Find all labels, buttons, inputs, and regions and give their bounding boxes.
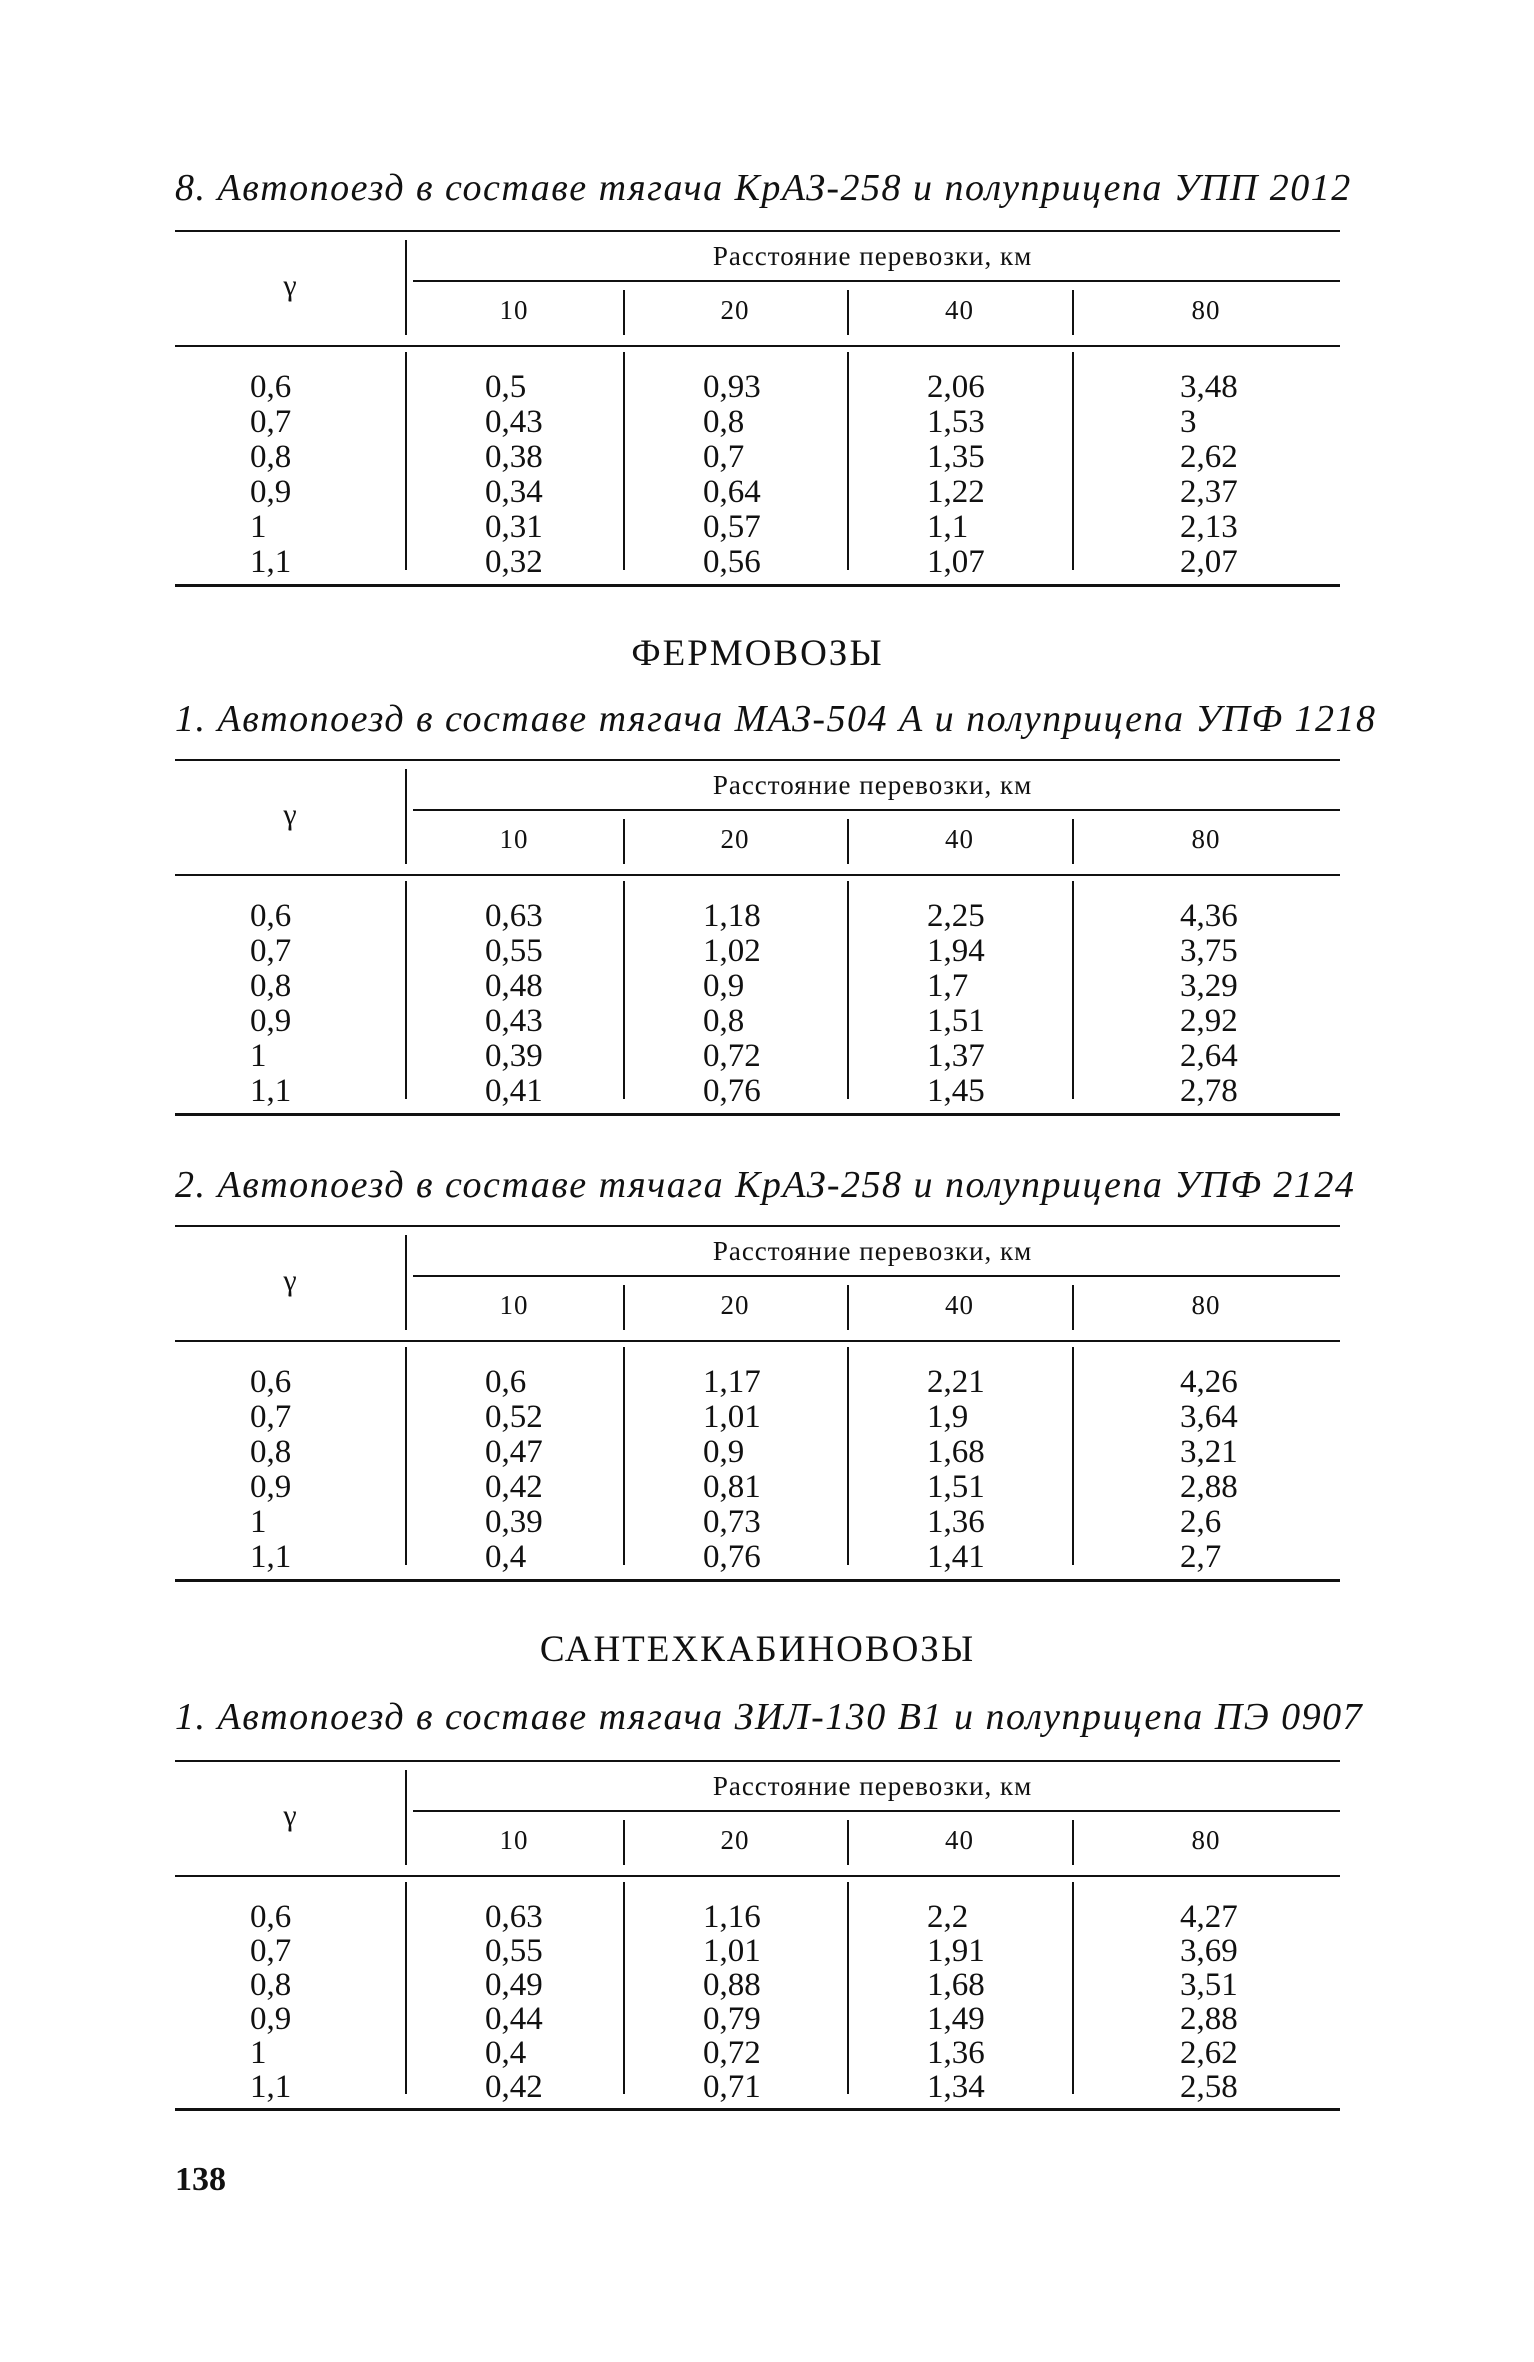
table-cell: 2,2 — [927, 1899, 969, 1935]
distance-column-header: 20 — [720, 1290, 750, 1320]
table-cell: 0,73 — [703, 1504, 761, 1540]
section-heading: САНТЕХКАБИНОВОЗЫ — [539, 1629, 976, 1670]
gamma-value: 1 — [250, 1504, 267, 1540]
table-top-rule — [175, 1225, 1340, 1227]
table-cell: 1,22 — [927, 474, 985, 510]
gamma-value: 0,6 — [250, 1364, 292, 1400]
column-divider — [1072, 352, 1074, 570]
table-cell: 1,49 — [927, 2001, 985, 2037]
table-cell: 0,43 — [485, 404, 543, 440]
distance-header: Расстояние перевозки, км — [712, 1771, 1033, 1801]
gamma-value: 0,8 — [250, 439, 292, 475]
table-cell: 1,16 — [703, 1899, 761, 1935]
column-divider — [623, 1882, 625, 2094]
table-cell: 2,62 — [1180, 439, 1238, 475]
table-cell: 0,72 — [703, 1038, 761, 1074]
gamma-column — [250, 1900, 291, 2104]
table-cell: 0,72 — [703, 2035, 761, 2071]
distance-column-header: 10 — [499, 1290, 529, 1320]
table-cell: 2,7 — [1180, 1539, 1222, 1575]
table-top-rule — [175, 759, 1340, 761]
table-cell: 0,57 — [703, 509, 761, 545]
table-caption: 1. Автопоезд в составе тягача МАЗ-504 А и полуприцепа УПФ 1218 — [175, 698, 1377, 740]
table-cell: 1,51 — [927, 1003, 985, 1039]
column-divider — [405, 881, 407, 1099]
table-cell: 1,91 — [927, 1933, 985, 1969]
table-cell: 0,42 — [485, 1469, 543, 1505]
table-cell: 1,01 — [703, 1399, 761, 1435]
value-column — [485, 1365, 543, 1575]
gamma-value: 1 — [250, 1038, 267, 1074]
gamma-value: 0,9 — [250, 2001, 292, 2037]
header-divider — [413, 1275, 1340, 1277]
data-table — [175, 759, 1340, 1115]
table-cell: 1,53 — [927, 404, 985, 440]
table-cell: 0,52 — [485, 1399, 543, 1435]
table-cell: 1,36 — [927, 2035, 985, 2071]
header-bottom-rule — [175, 1340, 1340, 1342]
table-bottom-rule — [175, 1113, 1340, 1116]
table-cell: 0,63 — [485, 898, 543, 934]
gamma-value: 1 — [250, 2035, 267, 2071]
table-cell: 2,62 — [1180, 2035, 1238, 2071]
table-cell: 0,76 — [703, 1539, 761, 1575]
column-divider — [847, 352, 849, 570]
gamma-header: γ — [283, 268, 297, 302]
table-cell: 0,71 — [703, 2069, 761, 2105]
table-cell: 2,88 — [1180, 1469, 1238, 1505]
value-column — [703, 370, 761, 580]
table-cell: 2,21 — [927, 1364, 985, 1400]
table-cell: 1,9 — [927, 1399, 969, 1435]
gamma-value: 0,7 — [250, 404, 292, 440]
distance-column-header: 80 — [1191, 1290, 1221, 1320]
table-cell: 0,64 — [703, 474, 761, 510]
table-cell: 4,27 — [1180, 1899, 1238, 1935]
table-cell: 0,8 — [703, 1003, 745, 1039]
table-cell: 1,37 — [927, 1038, 985, 1074]
gamma-value: 0,8 — [250, 968, 292, 1004]
distance-header: Расстояние перевозки, км — [712, 770, 1033, 800]
distance-column-header: 80 — [1191, 1825, 1221, 1855]
table-cell: 3,21 — [1180, 1434, 1238, 1470]
header-bottom-rule — [175, 1875, 1340, 1877]
gamma-header: γ — [283, 797, 297, 831]
table-cell: 1,51 — [927, 1469, 985, 1505]
column-divider — [1072, 1882, 1074, 2094]
table-cell: 0,6 — [485, 1364, 527, 1400]
table-cell: 1,94 — [927, 933, 985, 969]
value-column — [703, 899, 761, 1109]
value-column — [485, 370, 543, 580]
table-cell: 1,45 — [927, 1073, 985, 1109]
value-column — [1180, 899, 1238, 1109]
value-column — [703, 1900, 761, 2104]
gamma-value: 1 — [250, 509, 267, 545]
section-heading: ФЕРМОВОЗЫ — [631, 633, 884, 674]
table-cell: 2,37 — [1180, 474, 1238, 510]
table-cell: 0,32 — [485, 544, 543, 580]
table-bottom-rule — [175, 584, 1340, 587]
distance-header: Расстояние перевозки, км — [712, 1236, 1033, 1266]
table-cell: 0,4 — [485, 2035, 527, 2071]
table-cell: 3,48 — [1180, 369, 1238, 405]
distance-column-header: 40 — [945, 295, 974, 325]
distance-column-header: 10 — [499, 295, 529, 325]
data-table — [175, 1225, 1340, 1581]
column-divider — [405, 1347, 407, 1565]
table-cell: 0,44 — [485, 2001, 543, 2037]
value-column — [1180, 1365, 1238, 1575]
column-divider — [623, 352, 625, 570]
table-cell: 3,64 — [1180, 1399, 1238, 1435]
table-cell: 0,47 — [485, 1434, 543, 1470]
value-column — [485, 899, 543, 1109]
gamma-column — [250, 899, 291, 1109]
table-cell: 1,68 — [927, 1967, 985, 2003]
table-cell: 0,7 — [703, 439, 745, 475]
gamma-value: 0,8 — [250, 1967, 292, 2003]
table-cell: 0,88 — [703, 1967, 761, 2003]
header-divider — [413, 809, 1340, 811]
gamma-column — [250, 370, 291, 580]
gamma-value: 0,9 — [250, 1003, 292, 1039]
gamma-value: 0,6 — [250, 898, 292, 934]
table-bottom-rule — [175, 1579, 1340, 1582]
table-cell: 1,41 — [927, 1539, 985, 1575]
table-caption: 2. Автопоезд в составе тячага КрАЗ-258 и полуприцепа УПФ 2124 — [175, 1164, 1356, 1206]
value-column — [1180, 370, 1238, 580]
table-cell: 0,48 — [485, 968, 543, 1004]
table-cell: 0,49 — [485, 1967, 543, 2003]
table-cell: 0,31 — [485, 509, 543, 545]
table-cell: 2,88 — [1180, 2001, 1238, 2037]
table-cell: 2,6 — [1180, 1504, 1222, 1540]
table-cell: 1,18 — [703, 898, 761, 934]
column-divider — [405, 1882, 407, 2094]
table-cell: 3,69 — [1180, 1933, 1238, 1969]
distance-column-header: 40 — [945, 1825, 974, 1855]
distance-column-header: 10 — [499, 1825, 529, 1855]
gamma-value: 0,9 — [250, 1469, 292, 1505]
table-cell: 0,79 — [703, 2001, 761, 2037]
table-cell: 2,64 — [1180, 1038, 1238, 1074]
table-cell: 3,75 — [1180, 933, 1238, 969]
table-cell: 2,78 — [1180, 1073, 1238, 1109]
table-cell: 2,25 — [927, 898, 985, 934]
gamma-value: 0,6 — [250, 1899, 292, 1935]
value-column — [485, 1900, 543, 2104]
table-bottom-rule — [175, 2108, 1340, 2111]
distance-column-header: 80 — [1191, 295, 1221, 325]
data-table — [175, 1760, 1340, 2110]
column-divider — [623, 881, 625, 1099]
table-cell: 0,38 — [485, 439, 543, 475]
table-cell: 0,55 — [485, 1933, 543, 1969]
table-cell: 0,39 — [485, 1504, 543, 1540]
table-cell: 3,29 — [1180, 968, 1238, 1004]
gamma-value: 1,1 — [250, 1073, 292, 1109]
table-cell: 0,93 — [703, 369, 761, 405]
table-cell: 0,9 — [703, 1434, 745, 1470]
distance-header: Расстояние перевозки, км — [712, 241, 1033, 271]
value-column — [927, 1365, 985, 1575]
distance-column-header: 20 — [720, 295, 750, 325]
gamma-value: 0,9 — [250, 474, 292, 510]
table-cell: 0,55 — [485, 933, 543, 969]
distance-column-header: 20 — [720, 824, 750, 854]
table-cell: 2,92 — [1180, 1003, 1238, 1039]
table-cell: 1,7 — [927, 968, 969, 1004]
gamma-header: γ — [283, 1263, 297, 1297]
table-cell: 0,4 — [485, 1539, 527, 1575]
value-column — [927, 1900, 985, 2104]
gamma-header: γ — [283, 1798, 297, 1832]
header-divider — [413, 1810, 1340, 1812]
table-cell: 0,81 — [703, 1469, 761, 1505]
gamma-value: 0,6 — [250, 369, 292, 405]
gamma-value: 1,1 — [250, 544, 292, 580]
table-top-rule — [175, 1760, 1340, 1762]
table-cell: 0,56 — [703, 544, 761, 580]
gamma-column — [250, 1365, 291, 1575]
table-caption: 1. Автопоезд в составе тягача ЗИЛ-130 В1 и полуприцепа ПЭ 0907 — [175, 1696, 1364, 1738]
table-cell: 1,17 — [703, 1364, 761, 1400]
table-cell: 1,02 — [703, 933, 761, 969]
column-divider — [1072, 1347, 1074, 1565]
table-top-rule — [175, 230, 1340, 232]
table-cell: 3 — [1180, 404, 1197, 440]
table-cell: 2,06 — [927, 369, 985, 405]
table-cell: 1,01 — [703, 1933, 761, 1969]
distance-column-header: 40 — [945, 824, 974, 854]
column-divider — [847, 881, 849, 1099]
table-cell: 1,36 — [927, 1504, 985, 1540]
distance-column-header: 80 — [1191, 824, 1221, 854]
table-cell: 0,63 — [485, 1899, 543, 1935]
column-divider — [1072, 881, 1074, 1099]
table-cell: 3,51 — [1180, 1967, 1238, 2003]
table-cell: 0,9 — [703, 968, 745, 1004]
value-column — [927, 370, 985, 580]
table-cell: 0,5 — [485, 369, 527, 405]
header-bottom-rule — [175, 345, 1340, 347]
gamma-value: 0,7 — [250, 933, 292, 969]
gamma-value: 0,8 — [250, 1434, 292, 1470]
column-divider — [847, 1347, 849, 1565]
gamma-value: 1,1 — [250, 2069, 292, 2105]
value-column — [927, 899, 985, 1109]
table-cell: 0,34 — [485, 474, 543, 510]
table-cell: 0,41 — [485, 1073, 543, 1109]
gamma-value: 0,7 — [250, 1933, 292, 1969]
table-caption: 8. Автопоезд в составе тягача КрАЗ-258 и полуприцепа УПП 2012 — [175, 167, 1352, 209]
value-column — [1180, 1900, 1238, 2104]
table-cell: 1,68 — [927, 1434, 985, 1470]
distance-column-header: 20 — [720, 1825, 750, 1855]
table-cell: 1,1 — [927, 509, 969, 545]
gamma-value: 1,1 — [250, 1539, 292, 1575]
table-cell: 4,36 — [1180, 898, 1238, 934]
table-cell: 0,43 — [485, 1003, 543, 1039]
table-cell: 1,34 — [927, 2069, 985, 2105]
value-column — [703, 1365, 761, 1575]
distance-column-header: 10 — [499, 824, 529, 854]
table-cell: 0,8 — [703, 404, 745, 440]
gamma-value: 0,7 — [250, 1399, 292, 1435]
table-cell: 1,07 — [927, 544, 985, 580]
table-cell: 4,26 — [1180, 1364, 1238, 1400]
page-number: 138 — [175, 2161, 226, 2198]
table-cell: 2,07 — [1180, 544, 1238, 580]
column-divider — [405, 352, 407, 570]
data-table — [175, 230, 1340, 586]
header-bottom-rule — [175, 874, 1340, 876]
table-cell: 0,76 — [703, 1073, 761, 1109]
table-cell: 2,58 — [1180, 2069, 1238, 2105]
column-divider — [623, 1347, 625, 1565]
table-cell: 2,13 — [1180, 509, 1238, 545]
table-cell: 1,35 — [927, 439, 985, 475]
distance-column-header: 40 — [945, 1290, 974, 1320]
header-divider — [413, 280, 1340, 282]
table-cell: 0,42 — [485, 2069, 543, 2105]
table-cell: 0,39 — [485, 1038, 543, 1074]
column-divider — [847, 1882, 849, 2094]
